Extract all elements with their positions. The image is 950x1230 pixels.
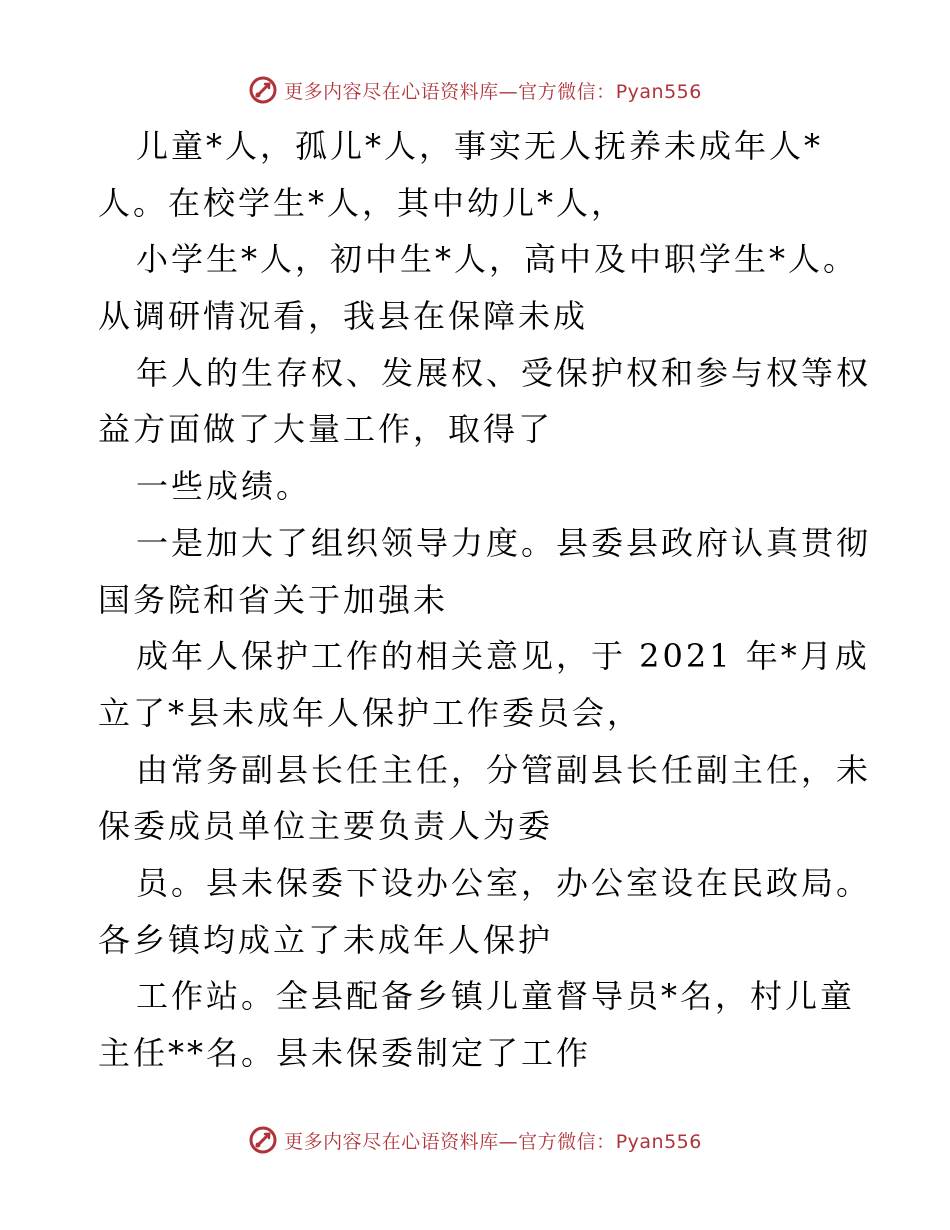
watermark-handle: Pyan556 — [615, 1130, 702, 1153]
body-text-line: 立了*县未成年人保护工作委员会， — [98, 693, 643, 732]
body-text-line: 由常务副县长任主任，分管副县长任副主任，未 — [136, 750, 872, 789]
body-text-line: 主任**名。县未保委制定了工作 — [98, 1034, 592, 1072]
body-text-line: 一是加大了组织领导力度。县委县政府认真贯彻 — [136, 523, 872, 562]
body-text-line: 国务院和省关于加强未 — [98, 580, 449, 619]
body-text-line: 儿童*人，孤儿*人，事实无人抚养未成年人* — [136, 127, 824, 165]
watermark-dash: — — [498, 1130, 519, 1153]
body-text-line: 各乡镇均成立了未成年人保护 — [98, 920, 554, 959]
footer-watermark — [0, 1120, 950, 1160]
watermark-handle: Pyan556 — [615, 80, 702, 103]
body-text-line: 小学生*人，初中生*人，高中及中职学生*人。 — [136, 240, 859, 279]
watermark-slogan: 更多内容尽在心语资料库 — [284, 80, 499, 103]
body-text-line: 益方面做了大量工作，取得了 — [98, 410, 554, 449]
body-text-line: 年人的生存权、发展权、受保护权和参与权等权 — [136, 353, 872, 392]
watermark-slogan: 更多内容尽在心语资料库 — [284, 1130, 499, 1153]
body-text-line: 成年人保护工作的相关意见，于 2021 年*月成 — [136, 637, 870, 676]
body-text-line: 保委成员单位主要负责人为委 — [98, 807, 554, 846]
brand-logo-icon — [248, 75, 278, 105]
body-text-line: 从调研情况看，我县在保障未成 — [98, 297, 589, 336]
body-text-line: 工作站。全县配备乡镇儿童督导员*名，村儿童 — [136, 977, 856, 1016]
body-text-line: 人。在校学生*人，其中幼儿*人， — [98, 183, 627, 222]
watermark-text — [284, 1127, 702, 1154]
body-text-line: 一些成绩。 — [136, 467, 312, 506]
header-watermark — [0, 70, 950, 110]
watermark-wechat-label: 官方微信： — [518, 1130, 616, 1153]
watermark-dash: — — [498, 80, 519, 103]
brand-logo-icon — [248, 1125, 278, 1155]
document-body — [98, 118, 872, 1082]
watermark-wechat-label: 官方微信： — [518, 80, 616, 103]
watermark-text — [284, 77, 702, 104]
body-text-line: 员。县未保委下设办公室，办公室设在民政局。 — [136, 863, 872, 902]
